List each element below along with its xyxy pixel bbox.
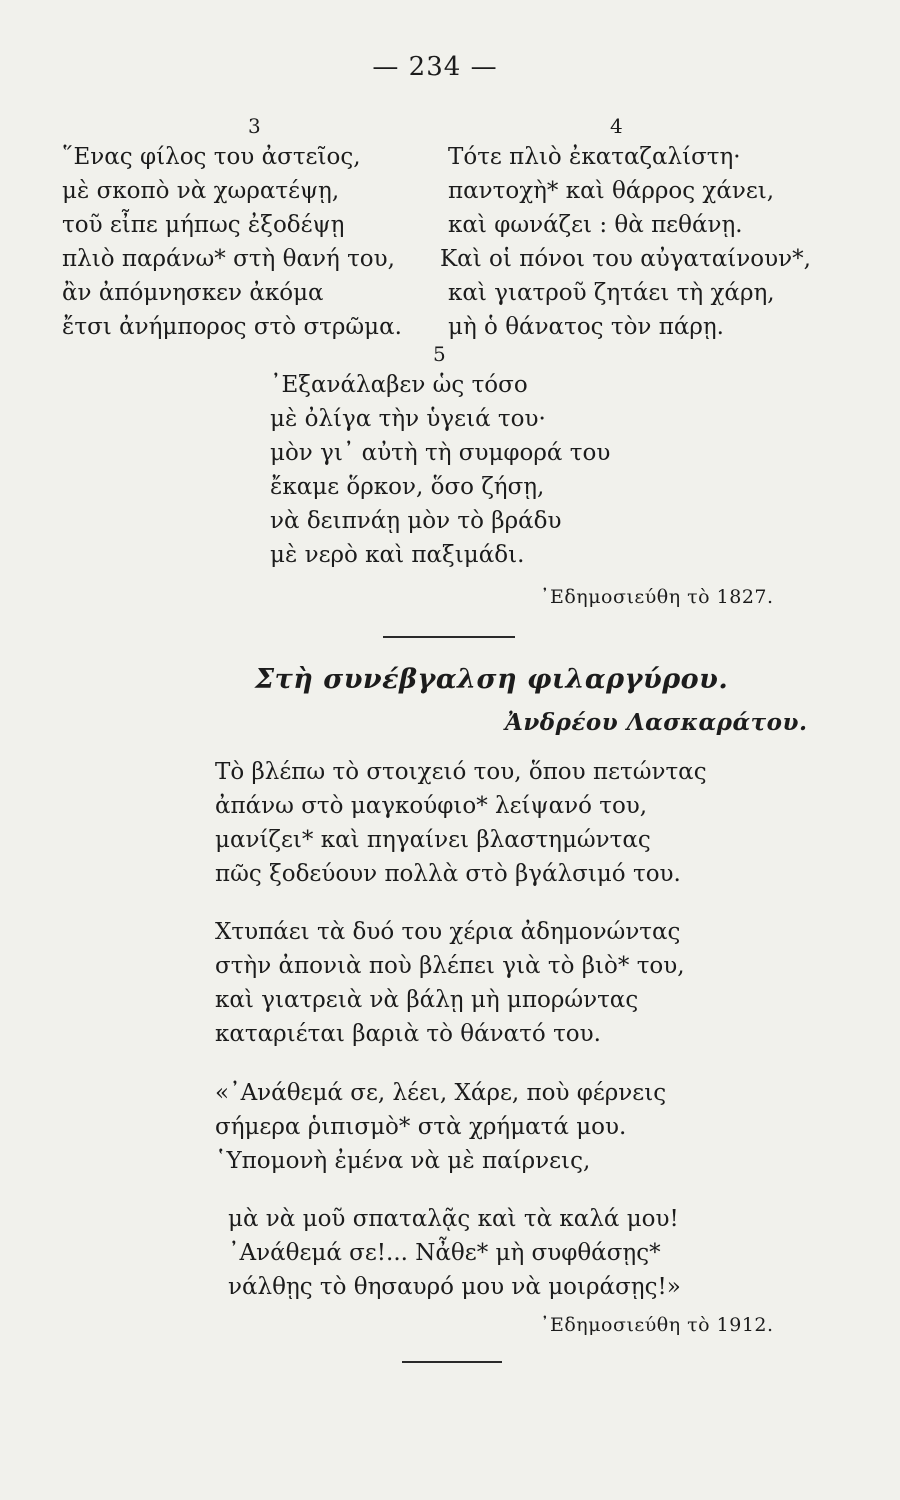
stanza-line: μὲ ὀλίγα τὴν ὑγειά του·: [270, 406, 546, 432]
stanza-line: μὲ σκοπὸ νὰ χωρατέψῃ,: [62, 178, 340, 204]
stanza-line: ἂν ἀπόμνησκεν ἀκόμα: [62, 280, 324, 306]
stanza-line: μανίζει* καὶ πηγαίνει βλαστημώντας: [215, 827, 651, 853]
stanza-line: καὶ γιατροῦ ζητάει τὴ χάρη,: [448, 280, 775, 306]
stanza-number-5: 5: [433, 342, 446, 366]
stanza-line: παντοχὴ* καὶ θάρρος χάνει,: [448, 178, 775, 204]
stanza-line: Χτυπάει τὰ δυό του χέρια ἀδημονώντας: [215, 919, 681, 945]
stanza-line: στὴν ἀπονιὰ ποὺ βλέπει γιὰ τὸ βιὸ* του,: [215, 953, 685, 979]
sonnet-stanza-2: [215, 915, 685, 1051]
stanza-line: μὲ νερὸ καὶ παξιμάδι.: [270, 542, 525, 568]
stanza-line: μὸν γι᾿ αὐτὴ τὴ συμφορά του: [270, 440, 611, 466]
stanza-line: μὴ ὁ θάνατος τὸν πάρῃ.: [448, 314, 724, 340]
stanza-4: [440, 140, 811, 344]
stanza-line: καὶ γιατρειὰ νὰ βάλῃ μὴ μπορώντας: [215, 987, 639, 1013]
poem-author: Ἀνδρέου Λασκαράτου.: [505, 709, 808, 736]
sonnet-stanza-4: [228, 1202, 681, 1304]
stanza-line: «᾿Ανάθεμά σε, λέει, Χάρε, ποὺ φέρνεις: [215, 1080, 667, 1106]
publication-note-1827: ᾿Εδημοσιεύθη τὸ 1827.: [540, 586, 774, 608]
stanza-line: Τότε πλιὸ ἐκαταζαλίστη·: [448, 144, 741, 170]
page-number: — 234 —: [372, 52, 498, 82]
stanza-number-3: 3: [248, 114, 261, 138]
stanza-line: ᾿Ανάθεμά σε!... Νἆθε* μὴ συφθάσῃς*: [228, 1240, 661, 1266]
stanza-line: ῞Ενας φίλος του ἀστεῖος,: [62, 144, 361, 170]
stanza-line: πλιὸ παράνω* στὴ θανή του,: [62, 246, 395, 272]
publication-note-1912: ᾿Εδημοσιεύθη τὸ 1912.: [540, 1314, 774, 1336]
stanza-line: νάλθῃς τὸ θησαυρό μου νὰ μοιράσῃς!»: [228, 1274, 681, 1300]
section-divider: [383, 636, 515, 638]
stanza-number-4: 4: [610, 114, 623, 138]
stanza-line: Καὶ οἱ πόνοι του αὐγαταίνουν*,: [440, 246, 811, 272]
stanza-line: ἀπάνω στὸ μαγκούφιο* λείψανό του,: [215, 793, 648, 819]
stanza-5: [270, 368, 610, 572]
stanza-line: ἔκαμε ὅρκον, ὅσο ζήσῃ,: [270, 474, 545, 500]
stanza-line: πῶς ξοδεύουν πολλὰ στὸ βγάλσιμό του.: [215, 861, 681, 887]
poem-title: Στὴ συνέβγαλση φιλαργύρου.: [255, 664, 729, 695]
stanza-line: σήμερα ῥιπισμὸ* στὰ χρήματά μου.: [215, 1114, 627, 1140]
stanza-line: Τὸ βλέπω τὸ στοιχειό του, ὅπου πετώντας: [215, 759, 707, 785]
stanza-line: ἔτσι ἀνήμπορος στὸ στρῶμα.: [62, 314, 402, 340]
stanza-line: ῾Υπομονὴ ἐμένα νὰ μὲ παίρνεις,: [215, 1148, 591, 1174]
end-divider: [402, 1361, 502, 1363]
stanza-line: καὶ φωνάζει : θὰ πεθάνῃ.: [448, 212, 743, 238]
stanza-line: ᾿Εξανάλαβεν ὡς τόσο: [270, 372, 528, 398]
stanza-line: καταριέται βαριὰ τὸ θάνατό του.: [215, 1021, 601, 1047]
stanza-line: νὰ δειπνάῃ μὸν τὸ βράδυ: [270, 508, 562, 534]
stanza-line: μὰ νὰ μοῦ σπαταλᾷς καὶ τὰ καλά μου!: [228, 1206, 679, 1232]
stanza-line: τοῦ εἶπε μήπως ἐξοδέψῃ: [62, 212, 345, 238]
sonnet-stanza-1: [215, 755, 707, 891]
stanza-3: [62, 140, 402, 344]
sonnet-stanza-3: [215, 1076, 666, 1178]
